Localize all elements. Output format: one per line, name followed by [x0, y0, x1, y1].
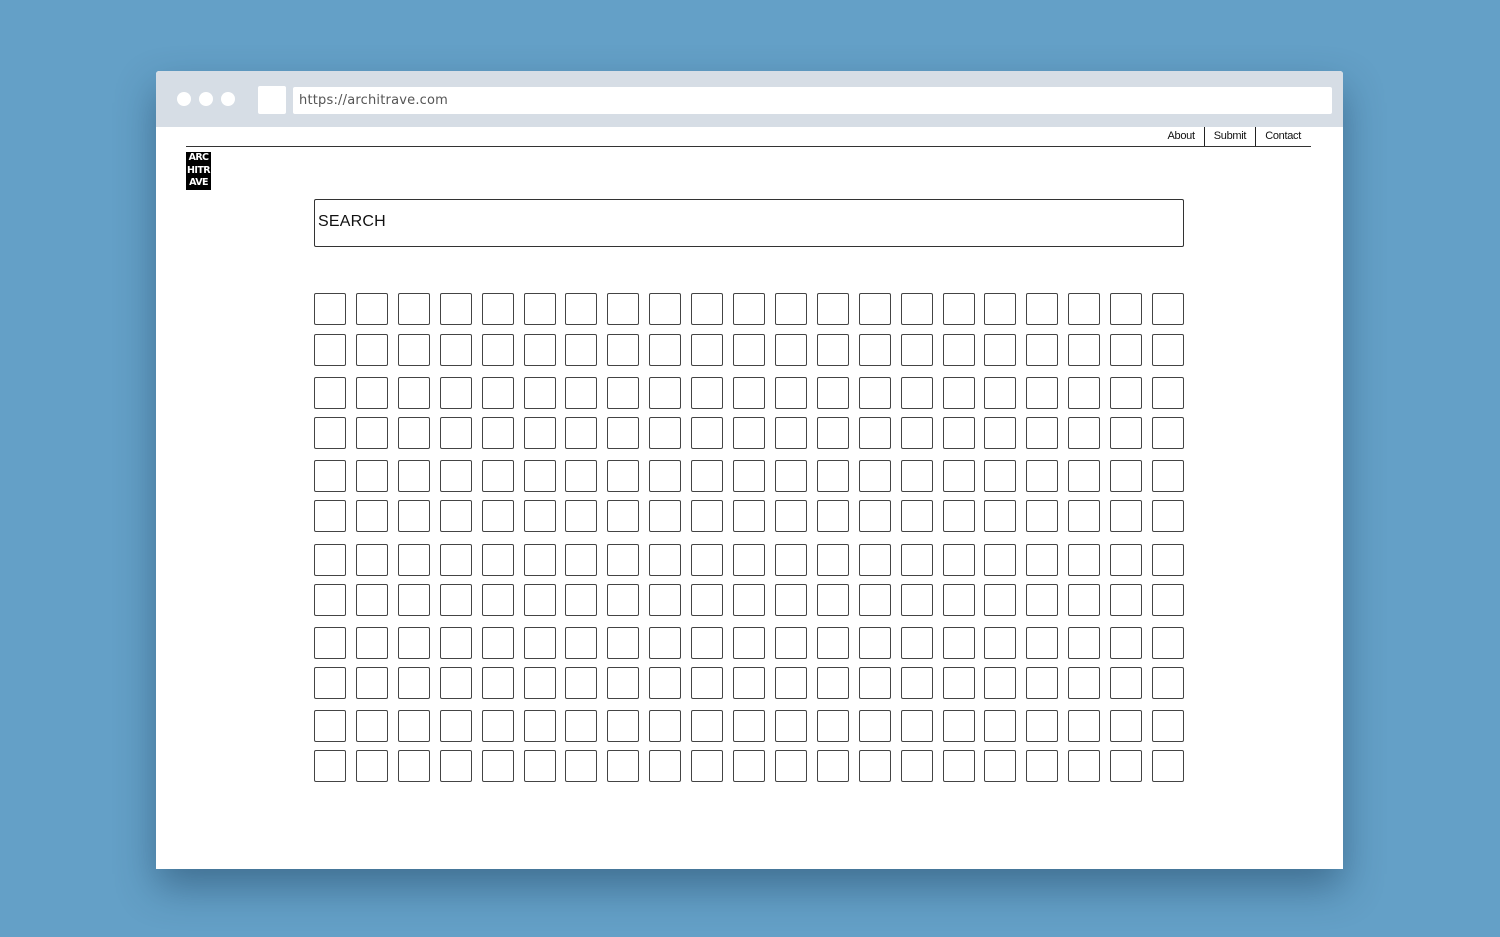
grid-cell[interactable] — [1152, 334, 1184, 366]
grid-cell[interactable] — [1110, 460, 1142, 492]
grid-cell[interactable] — [943, 293, 975, 325]
grid-cell[interactable] — [398, 417, 430, 449]
grid-cell[interactable] — [817, 584, 849, 616]
grid-cell[interactable] — [482, 544, 514, 576]
grid-cell[interactable] — [1152, 710, 1184, 742]
search-input[interactable] — [314, 199, 1184, 247]
grid-cell[interactable] — [524, 667, 556, 699]
grid-cell[interactable] — [691, 377, 723, 409]
window-maximize-dot[interactable] — [221, 92, 235, 106]
grid-cell[interactable] — [1152, 627, 1184, 659]
grid-cell[interactable] — [901, 667, 933, 699]
grid-cell[interactable] — [1068, 584, 1100, 616]
grid-cell[interactable] — [1026, 500, 1058, 532]
grid-cell[interactable] — [1152, 584, 1184, 616]
grid-cell[interactable] — [524, 584, 556, 616]
grid-cell[interactable] — [398, 627, 430, 659]
grid-cell[interactable] — [398, 710, 430, 742]
grid-cell[interactable] — [356, 750, 388, 782]
grid-cell[interactable] — [859, 377, 891, 409]
search-label: SEARCH — [318, 213, 386, 230]
grid-cell[interactable] — [1110, 544, 1142, 576]
grid-cell[interactable] — [1110, 667, 1142, 699]
grid-cell[interactable] — [1026, 667, 1058, 699]
grid-cell[interactable] — [607, 417, 639, 449]
grid-cell[interactable] — [649, 584, 681, 616]
grid-cell[interactable] — [565, 627, 597, 659]
grid-cell[interactable] — [356, 377, 388, 409]
top-navigation — [1159, 127, 1311, 147]
grid-cell[interactable] — [733, 500, 765, 532]
grid-cell[interactable] — [482, 500, 514, 532]
grid-cell[interactable] — [817, 710, 849, 742]
grid-cell[interactable] — [943, 544, 975, 576]
grid-cell[interactable] — [859, 293, 891, 325]
grid-cell[interactable] — [607, 334, 639, 366]
grid-cell[interactable] — [1152, 667, 1184, 699]
grid-cell[interactable] — [482, 627, 514, 659]
grid-cell[interactable] — [524, 293, 556, 325]
grid-cell[interactable] — [943, 627, 975, 659]
grid-cell[interactable] — [1110, 627, 1142, 659]
grid-cell[interactable] — [398, 293, 430, 325]
page-content — [156, 127, 1343, 869]
grid-cell[interactable] — [733, 667, 765, 699]
grid-cell[interactable] — [1068, 544, 1100, 576]
grid-cell[interactable] — [440, 627, 472, 659]
grid-cell[interactable] — [901, 544, 933, 576]
address-bar[interactable]: https://architrave.com — [293, 87, 1332, 114]
grid-cell[interactable] — [984, 377, 1016, 409]
grid-cell[interactable] — [1152, 544, 1184, 576]
grid-cell[interactable] — [649, 460, 681, 492]
grid-cell[interactable] — [440, 750, 472, 782]
site-logo[interactable] — [186, 152, 211, 190]
grid-cell[interactable] — [1026, 544, 1058, 576]
grid-cell[interactable] — [1068, 627, 1100, 659]
grid-cell[interactable] — [1068, 667, 1100, 699]
grid-cell[interactable] — [817, 460, 849, 492]
grid-cell[interactable] — [817, 627, 849, 659]
grid-cell[interactable] — [1026, 627, 1058, 659]
grid-cell[interactable] — [943, 460, 975, 492]
grid-cell[interactable] — [1152, 750, 1184, 782]
grid-cell[interactable] — [1068, 710, 1100, 742]
grid-cell[interactable] — [440, 710, 472, 742]
logo-line: HITR — [187, 164, 210, 176]
grid-cell[interactable] — [565, 377, 597, 409]
grid-cell[interactable] — [356, 710, 388, 742]
grid-cell[interactable] — [314, 627, 346, 659]
grid-cell[interactable] — [901, 377, 933, 409]
grid-cell[interactable] — [775, 500, 807, 532]
grid-cell[interactable] — [1026, 750, 1058, 782]
grid-cell[interactable] — [565, 293, 597, 325]
grid-cell[interactable] — [859, 500, 891, 532]
grid-cell[interactable] — [565, 750, 597, 782]
grid-cell[interactable] — [314, 584, 346, 616]
grid-cell[interactable] — [733, 334, 765, 366]
grid-cell[interactable] — [524, 460, 556, 492]
nav-submit-link[interactable]: Submit — [1205, 127, 1256, 147]
grid-cell[interactable] — [775, 460, 807, 492]
grid-cell[interactable] — [314, 334, 346, 366]
grid-cell[interactable] — [943, 417, 975, 449]
grid-cell[interactable] — [984, 544, 1016, 576]
grid-cell[interactable] — [314, 500, 346, 532]
grid-cell[interactable] — [733, 710, 765, 742]
grid-cell[interactable] — [314, 460, 346, 492]
grid-cell[interactable] — [943, 500, 975, 532]
grid-cell[interactable] — [1068, 750, 1100, 782]
grid-cell[interactable] — [1068, 377, 1100, 409]
grid-cell[interactable] — [565, 334, 597, 366]
grid-cell[interactable] — [482, 293, 514, 325]
grid-cell[interactable] — [901, 417, 933, 449]
grid-cell[interactable] — [649, 544, 681, 576]
grid-cell[interactable] — [817, 334, 849, 366]
grid-cell[interactable] — [775, 584, 807, 616]
grid-cell[interactable] — [607, 627, 639, 659]
grid-cell[interactable] — [524, 334, 556, 366]
grid-cell[interactable] — [1026, 584, 1058, 616]
grid-cell[interactable] — [398, 750, 430, 782]
grid-cell[interactable] — [524, 627, 556, 659]
grid-cell[interactable] — [984, 334, 1016, 366]
grid-cell[interactable] — [691, 584, 723, 616]
grid-cell[interactable] — [1068, 500, 1100, 532]
grid-cell[interactable] — [440, 667, 472, 699]
grid-cell[interactable] — [524, 750, 556, 782]
grid-cell[interactable] — [1026, 710, 1058, 742]
grid-cell[interactable] — [398, 377, 430, 409]
grid-cell[interactable] — [440, 500, 472, 532]
grid-cell[interactable] — [859, 584, 891, 616]
grid-cell[interactable] — [859, 667, 891, 699]
grid-cell[interactable] — [1068, 460, 1100, 492]
grid-cell[interactable] — [691, 710, 723, 742]
grid-cell[interactable] — [314, 710, 346, 742]
grid-cell[interactable] — [649, 500, 681, 532]
grid-cell[interactable] — [314, 750, 346, 782]
grid-cell[interactable] — [356, 460, 388, 492]
grid-cell[interactable] — [1026, 293, 1058, 325]
grid-cell[interactable] — [733, 627, 765, 659]
grid-cell[interactable] — [984, 584, 1016, 616]
grid-cell[interactable] — [524, 710, 556, 742]
grid-cell[interactable] — [482, 667, 514, 699]
grid-cell[interactable] — [943, 377, 975, 409]
grid-cell[interactable] — [565, 544, 597, 576]
grid-cell[interactable] — [356, 293, 388, 325]
grid-cell[interactable] — [482, 460, 514, 492]
grid-cell[interactable] — [775, 377, 807, 409]
grid-cell[interactable] — [440, 377, 472, 409]
grid-cell[interactable] — [943, 750, 975, 782]
grid-cell[interactable] — [1152, 460, 1184, 492]
grid-cell[interactable] — [607, 544, 639, 576]
grid-cell[interactable] — [943, 667, 975, 699]
grid-cell[interactable] — [984, 667, 1016, 699]
grid-cell[interactable] — [901, 710, 933, 742]
grid-cell[interactable] — [440, 293, 472, 325]
grid-cell[interactable] — [607, 500, 639, 532]
grid-cell[interactable] — [901, 460, 933, 492]
grid-cell[interactable] — [607, 584, 639, 616]
grid-cell[interactable] — [356, 417, 388, 449]
grid-cell[interactable] — [314, 544, 346, 576]
grid-cell[interactable] — [733, 293, 765, 325]
grid-cell[interactable] — [356, 584, 388, 616]
grid-cell[interactable] — [482, 417, 514, 449]
thumbnail-grid — [314, 293, 1186, 785]
grid-cell[interactable] — [775, 334, 807, 366]
grid-cell[interactable] — [775, 627, 807, 659]
grid-cell[interactable] — [1026, 417, 1058, 449]
grid-cell[interactable] — [817, 750, 849, 782]
grid-cell[interactable] — [524, 377, 556, 409]
grid-cell[interactable] — [817, 667, 849, 699]
grid-cell[interactable] — [984, 627, 1016, 659]
grid-cell[interactable] — [482, 584, 514, 616]
grid-cell[interactable] — [565, 460, 597, 492]
window-minimize-dot[interactable] — [199, 92, 213, 106]
grid-cell[interactable] — [859, 627, 891, 659]
grid-cell[interactable] — [524, 544, 556, 576]
grid-cell[interactable] — [524, 500, 556, 532]
grid-cell[interactable] — [859, 334, 891, 366]
grid-cell[interactable] — [398, 500, 430, 532]
grid-cell[interactable] — [1110, 500, 1142, 532]
grid-cell[interactable] — [482, 334, 514, 366]
nav-contact-link[interactable]: Contact — [1265, 130, 1301, 142]
grid-cell[interactable] — [607, 667, 639, 699]
grid-cell[interactable] — [1068, 293, 1100, 325]
grid-cell[interactable] — [1026, 460, 1058, 492]
grid-cell[interactable] — [356, 334, 388, 366]
grid-cell[interactable] — [356, 627, 388, 659]
grid-cell[interactable] — [440, 334, 472, 366]
grid-cell[interactable] — [691, 500, 723, 532]
grid-cell[interactable] — [943, 334, 975, 366]
grid-cell[interactable] — [398, 667, 430, 699]
grid-cell[interactable] — [314, 377, 346, 409]
grid-cell[interactable] — [649, 667, 681, 699]
grid-cell[interactable] — [1110, 417, 1142, 449]
grid-cell[interactable] — [775, 293, 807, 325]
grid-cell[interactable] — [440, 544, 472, 576]
grid-cell[interactable] — [649, 417, 681, 449]
grid-cell[interactable] — [691, 667, 723, 699]
grid-cell[interactable] — [356, 667, 388, 699]
grid-cell[interactable] — [817, 377, 849, 409]
grid-cell[interactable] — [943, 710, 975, 742]
grid-cell[interactable] — [565, 667, 597, 699]
grid-cell[interactable] — [607, 377, 639, 409]
grid-cell[interactable] — [901, 500, 933, 532]
grid-cell[interactable] — [984, 500, 1016, 532]
grid-cell[interactable] — [1152, 500, 1184, 532]
grid-cell[interactable] — [1068, 334, 1100, 366]
grid-cell[interactable] — [1152, 293, 1184, 325]
grid-cell[interactable] — [984, 417, 1016, 449]
grid-cell[interactable] — [607, 750, 639, 782]
grid-cell[interactable] — [1110, 293, 1142, 325]
grid-cell[interactable] — [314, 667, 346, 699]
logo-line: ARC — [188, 152, 209, 163]
grid-cell[interactable] — [691, 544, 723, 576]
grid-cell[interactable] — [314, 293, 346, 325]
grid-cell[interactable] — [691, 293, 723, 325]
grid-cell[interactable] — [901, 293, 933, 325]
grid-cell[interactable] — [440, 417, 472, 449]
grid-cell[interactable] — [691, 460, 723, 492]
grid-cell[interactable] — [398, 544, 430, 576]
grid-cell[interactable] — [398, 334, 430, 366]
grid-cell[interactable] — [565, 417, 597, 449]
grid-cell[interactable] — [691, 627, 723, 659]
grid-cell[interactable] — [733, 417, 765, 449]
grid-cell[interactable] — [314, 417, 346, 449]
grid-cell[interactable] — [482, 710, 514, 742]
logo-line: AVE — [189, 177, 208, 188]
grid-cell[interactable] — [649, 377, 681, 409]
grid-cell[interactable] — [1110, 584, 1142, 616]
grid-cell[interactable] — [859, 544, 891, 576]
grid-cell[interactable] — [817, 500, 849, 532]
grid-cell[interactable] — [1110, 377, 1142, 409]
grid-cell[interactable] — [901, 334, 933, 366]
grid-cell[interactable] — [356, 544, 388, 576]
grid-cell[interactable] — [565, 710, 597, 742]
grid-cell[interactable] — [565, 500, 597, 532]
grid-cell[interactable] — [859, 750, 891, 782]
grid-cell[interactable] — [649, 710, 681, 742]
grid-cell[interactable] — [1110, 710, 1142, 742]
grid-cell[interactable] — [1026, 377, 1058, 409]
grid-cell[interactable] — [817, 293, 849, 325]
grid-cell[interactable] — [733, 750, 765, 782]
grid-cell[interactable] — [482, 377, 514, 409]
grid-cell[interactable] — [524, 417, 556, 449]
nav-about-link[interactable]: About — [1159, 127, 1205, 147]
grid-cell[interactable] — [817, 544, 849, 576]
grid-cell[interactable] — [1068, 417, 1100, 449]
grid-cell[interactable] — [817, 417, 849, 449]
grid-cell[interactable] — [901, 584, 933, 616]
grid-cell[interactable] — [1110, 750, 1142, 782]
browser-tab-icon[interactable] — [258, 86, 286, 114]
grid-cell[interactable] — [859, 417, 891, 449]
grid-cell[interactable] — [984, 750, 1016, 782]
grid-cell[interactable] — [775, 544, 807, 576]
grid-cell[interactable] — [733, 544, 765, 576]
grid-cell[interactable] — [901, 750, 933, 782]
grid-cell[interactable] — [901, 627, 933, 659]
grid-cell[interactable] — [565, 584, 597, 616]
window-close-dot[interactable] — [177, 92, 191, 106]
grid-cell[interactable] — [733, 584, 765, 616]
grid-cell[interactable] — [482, 750, 514, 782]
browser-window — [156, 71, 1343, 869]
grid-cell[interactable] — [859, 460, 891, 492]
grid-cell[interactable] — [984, 460, 1016, 492]
grid-cell[interactable] — [691, 417, 723, 449]
grid-cell[interactable] — [733, 377, 765, 409]
grid-cell[interactable] — [440, 460, 472, 492]
grid-cell[interactable] — [859, 710, 891, 742]
grid-cell[interactable] — [649, 293, 681, 325]
grid-cell[interactable] — [649, 334, 681, 366]
grid-cell[interactable] — [775, 417, 807, 449]
browser-titlebar — [156, 71, 1343, 127]
grid-cell[interactable] — [691, 750, 723, 782]
grid-cell[interactable] — [649, 750, 681, 782]
grid-cell[interactable] — [607, 710, 639, 742]
grid-cell[interactable] — [398, 460, 430, 492]
grid-cell[interactable] — [440, 584, 472, 616]
grid-cell[interactable] — [984, 710, 1016, 742]
grid-cell[interactable] — [984, 293, 1016, 325]
grid-cell[interactable] — [775, 667, 807, 699]
grid-cell[interactable] — [1152, 377, 1184, 409]
grid-cell[interactable] — [775, 750, 807, 782]
grid-cell[interactable] — [775, 710, 807, 742]
grid-cell[interactable] — [607, 460, 639, 492]
grid-cell[interactable] — [607, 293, 639, 325]
grid-cell[interactable] — [1110, 334, 1142, 366]
grid-cell[interactable] — [398, 584, 430, 616]
grid-cell[interactable] — [356, 500, 388, 532]
grid-cell[interactable] — [943, 584, 975, 616]
grid-cell[interactable] — [733, 460, 765, 492]
grid-cell[interactable] — [1152, 417, 1184, 449]
header-divider — [186, 146, 1311, 147]
grid-cell[interactable] — [1026, 334, 1058, 366]
grid-cell[interactable] — [691, 334, 723, 366]
grid-cell[interactable] — [649, 627, 681, 659]
